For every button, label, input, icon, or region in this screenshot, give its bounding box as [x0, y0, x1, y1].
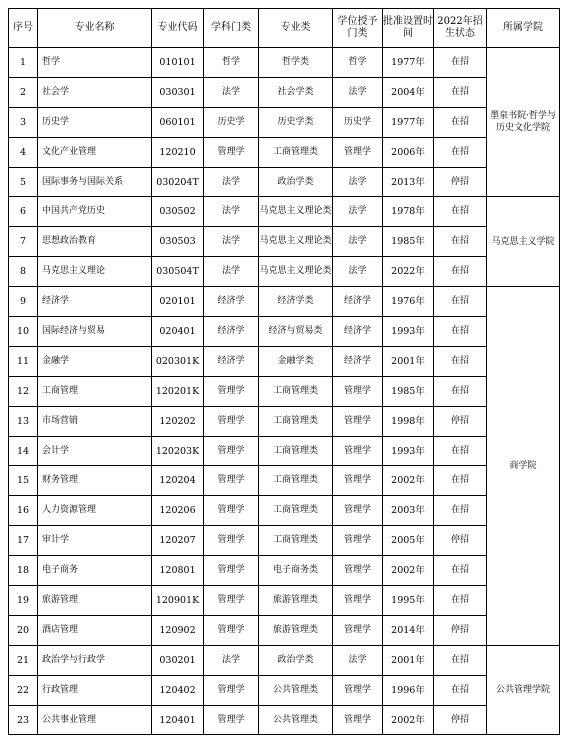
- cell-major-category: 马克思主义理论类: [259, 227, 333, 257]
- cell-major-code: 010101: [152, 48, 204, 78]
- header-college: 所属学院: [487, 9, 560, 48]
- cell-degree-category: 管理学: [333, 675, 383, 705]
- cell-major-category: 社会学类: [259, 77, 333, 107]
- cell-major-name: 政治学与行政学: [38, 645, 152, 675]
- cell-no: 16: [9, 496, 38, 526]
- cell-discipline: 管理学: [204, 705, 259, 735]
- cell-enrollment-status: 在招: [434, 197, 487, 227]
- cell-approval-year: 2006年: [383, 137, 434, 167]
- cell-no: 19: [9, 586, 38, 616]
- cell-major-name: 电子商务: [38, 556, 152, 586]
- cell-major-name: 经济学: [38, 287, 152, 317]
- cell-discipline: 经济学: [204, 287, 259, 317]
- cell-college: 马克思主义学院: [487, 197, 560, 287]
- cell-no: 9: [9, 287, 38, 317]
- cell-degree-category: 经济学: [333, 317, 383, 347]
- cell-major-name: 公共事业管理: [38, 705, 152, 735]
- cell-approval-year: 2001年: [383, 346, 434, 376]
- cell-enrollment-status: 停招: [434, 167, 487, 197]
- cell-enrollment-status: 在招: [434, 586, 487, 616]
- table-row: [9, 197, 560, 227]
- cell-no: 6: [9, 197, 38, 227]
- table-row: [9, 257, 560, 287]
- cell-discipline: 管理学: [204, 556, 259, 586]
- table-row: [9, 645, 560, 675]
- cell-college: 公共管理学院: [487, 645, 560, 735]
- cell-degree-category: 历史学: [333, 107, 383, 137]
- cell-enrollment-status: 在招: [434, 556, 487, 586]
- cell-major-name: 审计学: [38, 526, 152, 556]
- cell-major-category: 公共管理类: [259, 675, 333, 705]
- cell-enrollment-status: 在招: [434, 227, 487, 257]
- cell-approval-year: 2014年: [383, 615, 434, 645]
- majors-table-container: [8, 8, 560, 735]
- cell-approval-year: 1995年: [383, 586, 434, 616]
- cell-major-code: 120902: [152, 615, 204, 645]
- cell-major-code: 030301: [152, 77, 204, 107]
- cell-major-code: 030504T: [152, 257, 204, 287]
- cell-enrollment-status: 在招: [434, 466, 487, 496]
- cell-enrollment-status: 在招: [434, 137, 487, 167]
- cell-major-name: 酒店管理: [38, 615, 152, 645]
- cell-major-category: 电子商务类: [259, 556, 333, 586]
- cell-no: 23: [9, 705, 38, 735]
- cell-major-code: 120207: [152, 526, 204, 556]
- cell-degree-category: 法学: [333, 77, 383, 107]
- header-major-name: 专业名称: [38, 9, 152, 48]
- cell-major-category: 公共管理类: [259, 705, 333, 735]
- cell-no: 17: [9, 526, 38, 556]
- header-discipline: 学科门类: [204, 9, 259, 48]
- table-row: [9, 436, 560, 466]
- cell-approval-year: 1978年: [383, 197, 434, 227]
- cell-discipline: 法学: [204, 645, 259, 675]
- cell-degree-category: 法学: [333, 257, 383, 287]
- cell-discipline: 管理学: [204, 137, 259, 167]
- cell-no: 7: [9, 227, 38, 257]
- cell-approval-year: 2022年: [383, 257, 434, 287]
- cell-major-code: 030201: [152, 645, 204, 675]
- cell-major-name: 行政管理: [38, 675, 152, 705]
- table-row: [9, 346, 560, 376]
- table-row: [9, 287, 560, 317]
- cell-degree-category: 管理学: [333, 496, 383, 526]
- cell-approval-year: 1993年: [383, 317, 434, 347]
- cell-degree-category: 管理学: [333, 526, 383, 556]
- cell-major-category: 工商管理类: [259, 406, 333, 436]
- cell-major-code: 120203K: [152, 436, 204, 466]
- cell-no: 8: [9, 257, 38, 287]
- cell-major-name: 马克思主义理论: [38, 257, 152, 287]
- cell-approval-year: 1998年: [383, 406, 434, 436]
- table-row: [9, 466, 560, 496]
- cell-major-code: 120201K: [152, 376, 204, 406]
- cell-major-name: 思想政治教育: [38, 227, 152, 257]
- cell-approval-year: 2002年: [383, 556, 434, 586]
- cell-major-code: 120202: [152, 406, 204, 436]
- table-body: [9, 48, 560, 735]
- cell-college: 商学院: [487, 287, 560, 646]
- cell-degree-category: 经济学: [333, 346, 383, 376]
- cell-enrollment-status: 在招: [434, 675, 487, 705]
- cell-major-code: 120210: [152, 137, 204, 167]
- cell-discipline: 法学: [204, 77, 259, 107]
- cell-approval-year: 2013年: [383, 167, 434, 197]
- cell-discipline: 法学: [204, 167, 259, 197]
- cell-discipline: 法学: [204, 257, 259, 287]
- cell-no: 5: [9, 167, 38, 197]
- cell-discipline: 管理学: [204, 675, 259, 705]
- header-approval-year: 批准设置时间: [383, 9, 434, 48]
- cell-major-name: 文化产业管理: [38, 137, 152, 167]
- cell-discipline: 经济学: [204, 346, 259, 376]
- cell-no: 15: [9, 466, 38, 496]
- table-row: [9, 376, 560, 406]
- cell-major-code: 060101: [152, 107, 204, 137]
- cell-major-code: 120204: [152, 466, 204, 496]
- cell-degree-category: 管理学: [333, 466, 383, 496]
- cell-no: 10: [9, 317, 38, 347]
- cell-major-name: 旅游管理: [38, 586, 152, 616]
- cell-approval-year: 1985年: [383, 376, 434, 406]
- cell-no: 13: [9, 406, 38, 436]
- cell-no: 12: [9, 376, 38, 406]
- cell-major-category: 旅游管理类: [259, 586, 333, 616]
- table-row: [9, 675, 560, 705]
- cell-discipline: 法学: [204, 197, 259, 227]
- cell-no: 1: [9, 48, 38, 78]
- cell-discipline: 管理学: [204, 376, 259, 406]
- cell-approval-year: 1993年: [383, 436, 434, 466]
- majors-table: [8, 8, 560, 735]
- cell-enrollment-status: 在招: [434, 257, 487, 287]
- cell-major-name: 社会学: [38, 77, 152, 107]
- cell-major-name: 哲学: [38, 48, 152, 78]
- table-row: [9, 526, 560, 556]
- header-degree-category: 学位授予门类: [333, 9, 383, 48]
- cell-approval-year: 1985年: [383, 227, 434, 257]
- cell-major-code: 120901K: [152, 586, 204, 616]
- cell-major-name: 国际事务与国际关系: [38, 167, 152, 197]
- cell-enrollment-status: 在招: [434, 107, 487, 137]
- cell-degree-category: 管理学: [333, 556, 383, 586]
- cell-discipline: 管理学: [204, 436, 259, 466]
- cell-no: 22: [9, 675, 38, 705]
- cell-approval-year: 2002年: [383, 705, 434, 735]
- cell-enrollment-status: 在招: [434, 48, 487, 78]
- cell-major-code: 020101: [152, 287, 204, 317]
- cell-major-category: 马克思主义理论类: [259, 197, 333, 227]
- header-no: 序号: [9, 9, 38, 48]
- cell-major-category: 政治学类: [259, 645, 333, 675]
- cell-approval-year: 1977年: [383, 107, 434, 137]
- cell-major-category: 工商管理类: [259, 496, 333, 526]
- table-row: [9, 406, 560, 436]
- table-row: [9, 167, 560, 197]
- cell-no: 11: [9, 346, 38, 376]
- cell-major-category: 工商管理类: [259, 466, 333, 496]
- cell-discipline: 管理学: [204, 406, 259, 436]
- cell-discipline: 经济学: [204, 317, 259, 347]
- table-row: [9, 586, 560, 616]
- cell-enrollment-status: 停招: [434, 526, 487, 556]
- table-row: [9, 496, 560, 526]
- cell-enrollment-status: 停招: [434, 406, 487, 436]
- table-row: [9, 137, 560, 167]
- cell-degree-category: 管理学: [333, 406, 383, 436]
- header-major-code: 专业代码: [152, 9, 204, 48]
- cell-major-name: 国际经济与贸易: [38, 317, 152, 347]
- cell-major-category: 马克思主义理论类: [259, 257, 333, 287]
- cell-major-category: 工商管理类: [259, 137, 333, 167]
- cell-degree-category: 管理学: [333, 137, 383, 167]
- cell-no: 21: [9, 645, 38, 675]
- table-row: [9, 615, 560, 645]
- cell-major-category: 经济与贸易类: [259, 317, 333, 347]
- cell-degree-category: 管理学: [333, 705, 383, 735]
- cell-approval-year: 2005年: [383, 526, 434, 556]
- table-row: [9, 705, 560, 735]
- cell-no: 20: [9, 615, 38, 645]
- cell-major-category: 金融学类: [259, 346, 333, 376]
- table-row: [9, 77, 560, 107]
- cell-major-category: 工商管理类: [259, 526, 333, 556]
- cell-approval-year: 1976年: [383, 287, 434, 317]
- cell-major-name: 金融学: [38, 346, 152, 376]
- cell-enrollment-status: 在招: [434, 376, 487, 406]
- cell-major-name: 市场营销: [38, 406, 152, 436]
- cell-degree-category: 管理学: [333, 376, 383, 406]
- cell-major-category: 政治学类: [259, 167, 333, 197]
- header-enrollment-status: 2022年招生状态: [434, 9, 487, 48]
- cell-degree-category: 法学: [333, 227, 383, 257]
- cell-major-code: 120402: [152, 675, 204, 705]
- cell-enrollment-status: 在招: [434, 346, 487, 376]
- cell-degree-category: 管理学: [333, 615, 383, 645]
- cell-college: 墨泉书院·哲学与历史文化学院: [487, 48, 560, 197]
- cell-degree-category: 经济学: [333, 287, 383, 317]
- cell-enrollment-status: 在招: [434, 287, 487, 317]
- cell-enrollment-status: 在招: [434, 645, 487, 675]
- cell-degree-category: 法学: [333, 645, 383, 675]
- table-row: [9, 48, 560, 78]
- cell-major-name: 人力资源管理: [38, 496, 152, 526]
- table-row: [9, 107, 560, 137]
- cell-major-code: 020401: [152, 317, 204, 347]
- cell-major-category: 旅游管理类: [259, 615, 333, 645]
- cell-major-category: 工商管理类: [259, 436, 333, 466]
- cell-major-name: 财务管理: [38, 466, 152, 496]
- cell-major-code: 120401: [152, 705, 204, 735]
- cell-discipline: 管理学: [204, 466, 259, 496]
- cell-approval-year: 1977年: [383, 48, 434, 78]
- cell-degree-category: 法学: [333, 167, 383, 197]
- cell-no: 18: [9, 556, 38, 586]
- cell-degree-category: 哲学: [333, 48, 383, 78]
- cell-no: 14: [9, 436, 38, 466]
- table-row: [9, 227, 560, 257]
- cell-major-code: 030503: [152, 227, 204, 257]
- cell-enrollment-status: 在招: [434, 496, 487, 526]
- cell-enrollment-status: 停招: [434, 705, 487, 735]
- cell-major-name: 会计学: [38, 436, 152, 466]
- cell-degree-category: 管理学: [333, 586, 383, 616]
- cell-discipline: 管理学: [204, 526, 259, 556]
- cell-major-category: 哲学类: [259, 48, 333, 78]
- cell-major-name: 中国共产党历史: [38, 197, 152, 227]
- cell-no: 2: [9, 77, 38, 107]
- cell-major-category: 历史学类: [259, 107, 333, 137]
- table-header-row: [9, 9, 560, 48]
- cell-discipline: 管理学: [204, 496, 259, 526]
- cell-approval-year: 2003年: [383, 496, 434, 526]
- cell-approval-year: 2001年: [383, 645, 434, 675]
- cell-major-category: 工商管理类: [259, 376, 333, 406]
- cell-no: 3: [9, 107, 38, 137]
- cell-discipline: 管理学: [204, 615, 259, 645]
- cell-major-name: 历史学: [38, 107, 152, 137]
- cell-major-code: 120206: [152, 496, 204, 526]
- cell-no: 4: [9, 137, 38, 167]
- cell-major-name: 工商管理: [38, 376, 152, 406]
- cell-approval-year: 2002年: [383, 466, 434, 496]
- table-row: [9, 556, 560, 586]
- cell-degree-category: 管理学: [333, 436, 383, 466]
- cell-enrollment-status: 在招: [434, 317, 487, 347]
- header-major-category: 专业类: [259, 9, 333, 48]
- cell-discipline: 法学: [204, 227, 259, 257]
- cell-enrollment-status: 在招: [434, 436, 487, 466]
- cell-discipline: 管理学: [204, 586, 259, 616]
- cell-approval-year: 1996年: [383, 675, 434, 705]
- table-row: [9, 317, 560, 347]
- cell-major-code: 020301K: [152, 346, 204, 376]
- cell-enrollment-status: 停招: [434, 615, 487, 645]
- cell-enrollment-status: 在招: [434, 77, 487, 107]
- cell-major-category: 经济学类: [259, 287, 333, 317]
- cell-approval-year: 2004年: [383, 77, 434, 107]
- cell-major-code: 120801: [152, 556, 204, 586]
- cell-major-code: 030204T: [152, 167, 204, 197]
- cell-discipline: 哲学: [204, 48, 259, 78]
- cell-discipline: 历史学: [204, 107, 259, 137]
- cell-major-code: 030502: [152, 197, 204, 227]
- cell-degree-category: 法学: [333, 197, 383, 227]
